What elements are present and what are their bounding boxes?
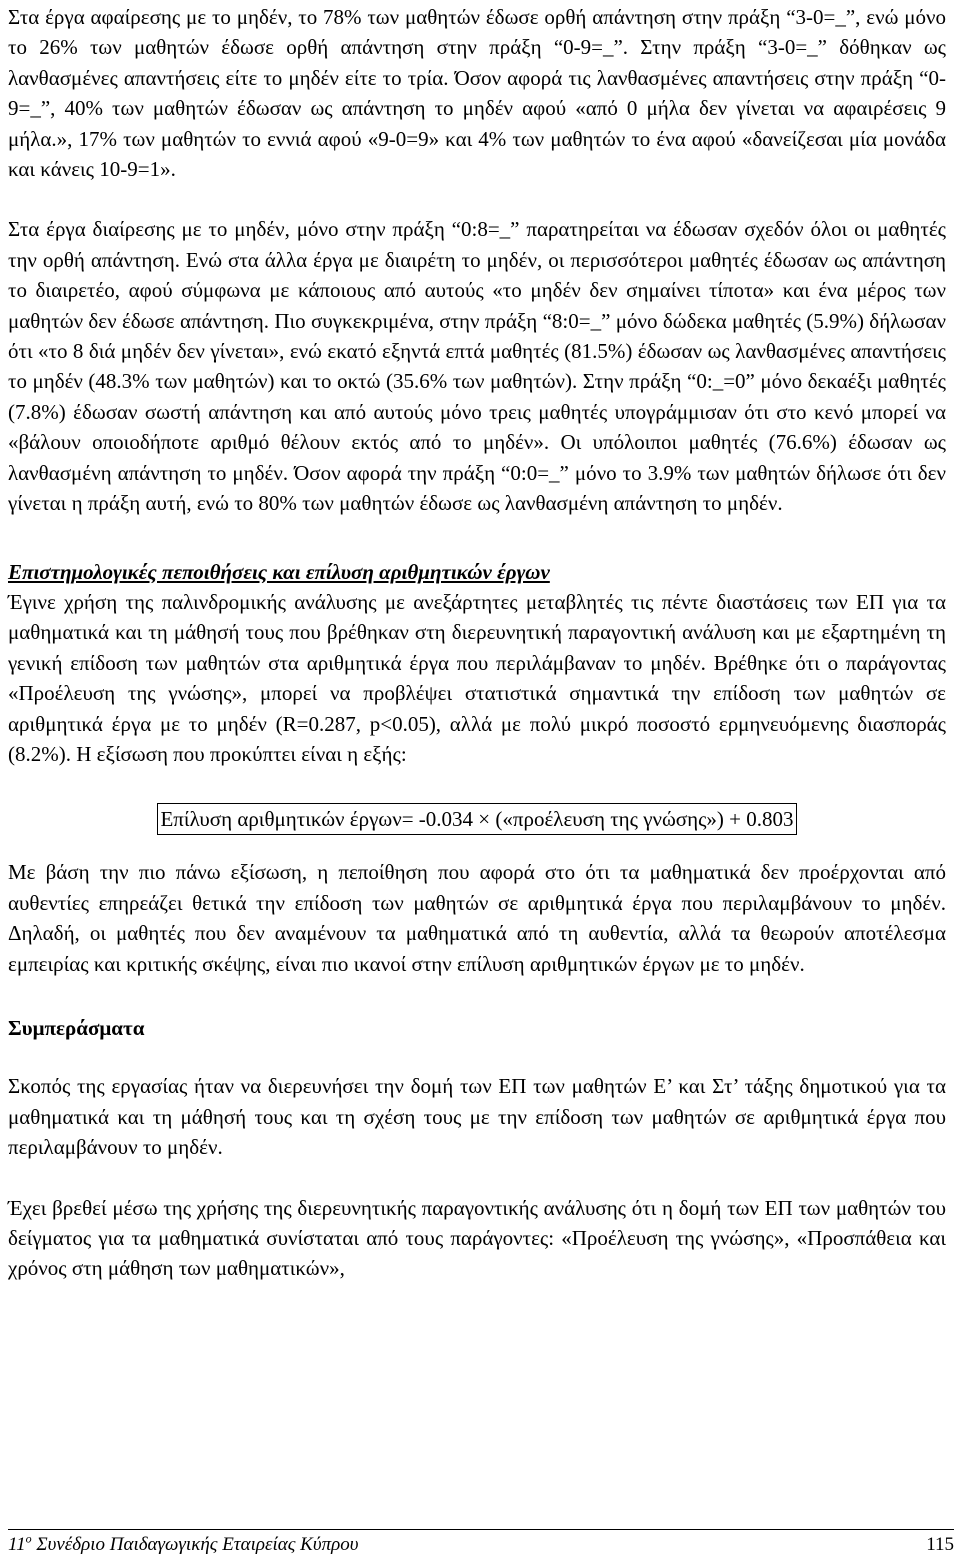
footer-conference-title (8, 1532, 358, 1558)
conference-ordinal-suffix: ο (25, 1531, 32, 1546)
conference-name: Συνέδριο Παιδαγωγικής Εταιρείας Κύπρου (36, 1534, 359, 1555)
paragraph-regression-analysis: Έγινε χρήση της παλινδρομικής ανάλυσης με ανεξάρτητες μεταβλητές τις πέντε διαστάσεις των ΕΠ για τα μαθηματικά και τη μάθησή τους που βρέθηκαν στη διερευνητική παραγοντική ανάλυση και με εξαρτημένη τη γενική επίδοση των μαθητών στα αριθμητικά έργα που περιλάμβαναν το μηδέν. Βρέθηκε ότι ο παράγοντας «Προέλευση της γνώσης», μπορεί να προβλέψει στατιστικά σημαντικά την επίδοση των μαθητών σε αριθμητικά έργα με το μηδέν (R=0.287, p<0.05), αλλά με πολύ μικρό ποσοστό ερμηνευόμενης διασποράς (8.2%). Η εξίσωση που προκύπτει είναι η εξής: (8, 589, 946, 766)
document-page (8, 0, 946, 1284)
page-footer (8, 1529, 954, 1558)
paragraph-equation-interpretation: Με βάση την πιο πάνω εξίσωση, η πεποίθηση που αφορά στο ότι τα μαθηματικά δεν προέρχονται από αυθεντίες επηρεάζει θετικά την επίδοση των μαθητών σε αριθμητικά έργα που περιλαμβάνουν το μηδέν. Δηλαδή, οι μαθητές που δεν αναμένουν τα μαθηματικά από τη αυθεντία, αλλά τα θεωρούν αποτέλεσμα εμπειρίας και κριτικής σκέψης, είναι πιο ικανοί στην επίλυση αριθμητικών έργων με το μηδέν. (8, 860, 946, 976)
page-number: 115 (926, 1534, 954, 1555)
equation-container (8, 803, 946, 835)
paragraph-factor-structure: Έχει βρεθεί μέσω της χρήσης της διερευνητικής παραγοντικής ανάλυσης ότι η δομή των ΕΠ των μαθητών του δείγματος για τα μαθηματικά συνίσταται από τους παράγοντες: «Προέλευση της γνώσης», «Προσπάθεια και χρόνος στη μάθηση των μαθηματικών», (8, 1195, 946, 1281)
paragraph-division-results: Στα έργα διαίρεσης με το μηδέν, μόνο στην πράξη “0:8=_” παρατηρείται να έδωσαν σχεδόν όλοι οι μαθητές την ορθή απάντηση. Ενώ στα άλλα έργα με διαιρέτη το μηδέν, οι περισσότεροι μαθητές έδωσαν ως απάντηση το διαιρετέο, αφού σύμφωνα με κάποιους από αυτούς «το μηδέν δεν σημαίνει τίποτα» και ένα μέρος των μαθητών δεν έδωσε απάντηση. Πιο συγκεκριμένα, στην πράξη “8:0=_” μόνο δώδεκα μαθητές (5.9%) δήλωσαν ότι «το 8 διά μηδέν δεν γίνεται», ενώ εκατό εξηντά επτά μαθητές (81.5%) έδωσαν ως λανθασμένες απαντήσεις το μηδέν (48.3% των μαθητών) και το οκτώ (35.6% των μαθητών). Στην πράξη “0:_=0” μόνο δεκαέξι μαθητές (7.8%) έδωσαν σωστή απάντηση και από αυτούς μόνο τρεις μαθητές υπογράμμισαν ότι στο κενό μπορεί να «βάλουν οποιοδήποτε αριθμό θέλουν εκτός από το μηδέν». Οι υπόλοιποι μαθητές (76.6%) έδωσαν ως λανθασμένη απάντηση το μηδέν. Όσον αφορά την πράξη “0:0=_” μόνο το 3.9% των μαθητών δήλωσε ότι δεν γίνεται η πράξη αυτή, ενώ το 80% των μαθητών έδωσε ως λανθασμένη απάντηση το μηδέν. (8, 217, 946, 516)
regression-equation: Επίλυση αριθμητικών έργων= -0.034 × («προέλευση της γνώσης») + 0.803 (157, 803, 796, 835)
conference-number: 11 (8, 1534, 26, 1555)
section-heading-epistemological-beliefs: Επιστημολογικές πεποιθήσεις και επίλυση αριθμητικών έργων (8, 559, 550, 584)
paragraph-subtraction-results: Στα έργα αφαίρεσης με το μηδέν, το 78% των μαθητών έδωσε ορθή απάντηση στην πράξη “3-0=_”, ενώ μόνο το 26% των μαθητών έδωσε ορθή απάντηση στην πράξη “0-9=_”. Στην πράξη “3-0=_” δόθηκαν ως λανθασμένες απαντήσεις είτε το μηδέν είτε το τρία. Όσον αφορά τις λανθασμένες απαντήσεις στην πράξη “0-9=_”, 40% των μαθητών έδωσαν ως απάντηση το μηδέν αφού «από 0 μήλα δεν γίνεται να αφαιρέσεις 9 μήλα.», 17% των μαθητών το εννιά αφού «9-0=9» και 4% των μαθητών το ένα αφού «δανείζεσαι μία μονάδα και κάνεις 10-9=1». (8, 5, 946, 182)
section-heading-conclusions: Συμπεράσματα (8, 1015, 145, 1040)
paragraph-study-aim: Σκοπός της εργασίας ήταν να διερευνήσει την δομή των ΕΠ των μαθητών Ε’ και Στ’ τάξης δημοτικού για τα μαθηματικά και τη μάθησή τους και τη σχέση τους με την επίδοση των μαθητών σε αριθμητικά έργα που περιλαμβάνουν το μηδέν. (8, 1074, 946, 1160)
